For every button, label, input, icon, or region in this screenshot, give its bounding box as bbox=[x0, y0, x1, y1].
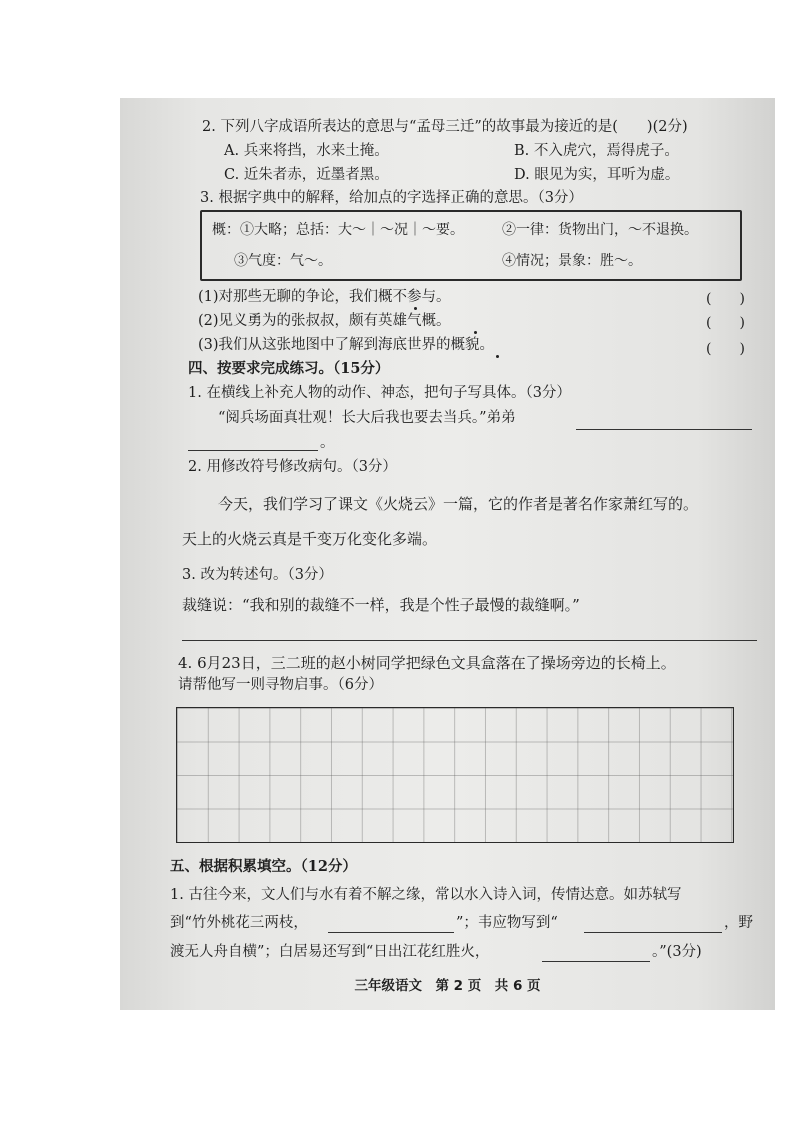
answer-line[interactable] bbox=[542, 961, 650, 962]
s4-q3-stem: 3. 改为转述句。（3分） bbox=[182, 567, 333, 583]
q2-option-a: A. 兵来将挡，水来土掩。 bbox=[224, 143, 389, 159]
answer-line[interactable] bbox=[584, 932, 722, 933]
q2-option-b: B. 不入虎穴，焉得虎子。 bbox=[514, 143, 679, 159]
dict-entry-3: ③气度：气～。 bbox=[234, 253, 332, 269]
answer-line[interactable] bbox=[328, 932, 454, 933]
s4-q2-line2: 天上的火烧云真是千变万化变化多端。 bbox=[182, 530, 438, 548]
s4-q1-end: 。 bbox=[320, 435, 335, 451]
dictionary-box bbox=[200, 210, 742, 281]
writing-grid[interactable] bbox=[176, 707, 734, 843]
s4-q4-line2: 请帮他写一则寻物启事。（6分） bbox=[178, 677, 383, 693]
dict-entry-4: ④情况；景象：胜～。 bbox=[502, 253, 642, 269]
answer-paren-1[interactable]: ( ) bbox=[706, 291, 745, 307]
answer-line[interactable] bbox=[188, 450, 318, 451]
dict-entry-1: 概：①大略；总括：大～｜～况｜～要。 bbox=[212, 222, 464, 238]
q3-stem: 3. 根据字典中的解释，给加点的字选择正确的意思。（3分） bbox=[200, 190, 583, 206]
emphasis-dot bbox=[496, 355, 499, 358]
s4-q3-text: 裁缝说：“我和别的裁缝不一样，我是个性子最慢的裁缝啊。” bbox=[182, 596, 580, 614]
q2-stem: 2. 下列八字成语所表达的意思与“孟母三迁”的故事最为接近的是( )(2分) bbox=[202, 119, 688, 135]
section4-title: 四、按要求完成练习。（15分） bbox=[188, 360, 390, 377]
s5-line2-a: 到“竹外桃花三两枝， bbox=[170, 915, 308, 931]
q3-sentence-3: (3)我们从这张地图中了解到海底世界的概貌。 bbox=[198, 337, 495, 353]
s5-line3-a: 渡无人舟自横”；白居易还写到“日出江花红胜火， bbox=[170, 944, 490, 960]
answer-line[interactable] bbox=[182, 640, 757, 641]
q2-option-c: C. 近朱者赤，近墨者黑。 bbox=[224, 167, 389, 183]
q2-option-d: D. 眼见为实，耳听为虚。 bbox=[514, 167, 680, 183]
s5-line1: 1. 古往今来，文人们与水有着不解之缘，常以水入诗入词，传情达意。如苏轼写 bbox=[170, 887, 682, 903]
section5-title: 五、根据积累填空。（12分） bbox=[170, 858, 357, 875]
answer-paren-3[interactable]: ( ) bbox=[706, 341, 745, 357]
page-footer: 三年级语文 第 2 页 共 6 页 bbox=[354, 978, 541, 994]
q3-sentence-1: (1)对那些无聊的争论，我们概不参与。 bbox=[198, 289, 451, 305]
s4-q1-text: “阅兵场面真壮观！长大后我也要去当兵。”弟弟 bbox=[218, 410, 516, 426]
s5-line2-b: ”；韦应物写到“ bbox=[456, 915, 558, 931]
emphasis-dot bbox=[414, 307, 417, 310]
s5-line3-b: 。”(3分) bbox=[652, 944, 702, 960]
answer-line[interactable] bbox=[576, 429, 752, 430]
q3-sentence-2: (2)见义勇为的张叔叔，颇有英雄气概。 bbox=[198, 313, 451, 329]
s4-q2-line1: 今天，我们学习了课文《火烧云》一篇，它的作者是著名作家萧红写的。 bbox=[218, 495, 699, 513]
s4-q1-stem: 1. 在横线上补充人物的动作、神态，把句子写具体。（3分） bbox=[188, 385, 571, 401]
s4-q2-stem: 2. 用修改符号修改病句。（3分） bbox=[188, 459, 397, 475]
emphasis-dot bbox=[474, 331, 477, 334]
dict-entry-2: ②一律：货物出门，～不退换。 bbox=[502, 222, 698, 238]
answer-paren-2[interactable]: ( ) bbox=[706, 315, 745, 331]
exam-page-photo bbox=[120, 98, 775, 1010]
s4-q4-line1: 4. 6月23日，三二班的赵小树同学把绿色文具盒落在了操场旁边的长椅上。 bbox=[178, 654, 676, 672]
s5-line2-c: ，野 bbox=[724, 915, 753, 931]
